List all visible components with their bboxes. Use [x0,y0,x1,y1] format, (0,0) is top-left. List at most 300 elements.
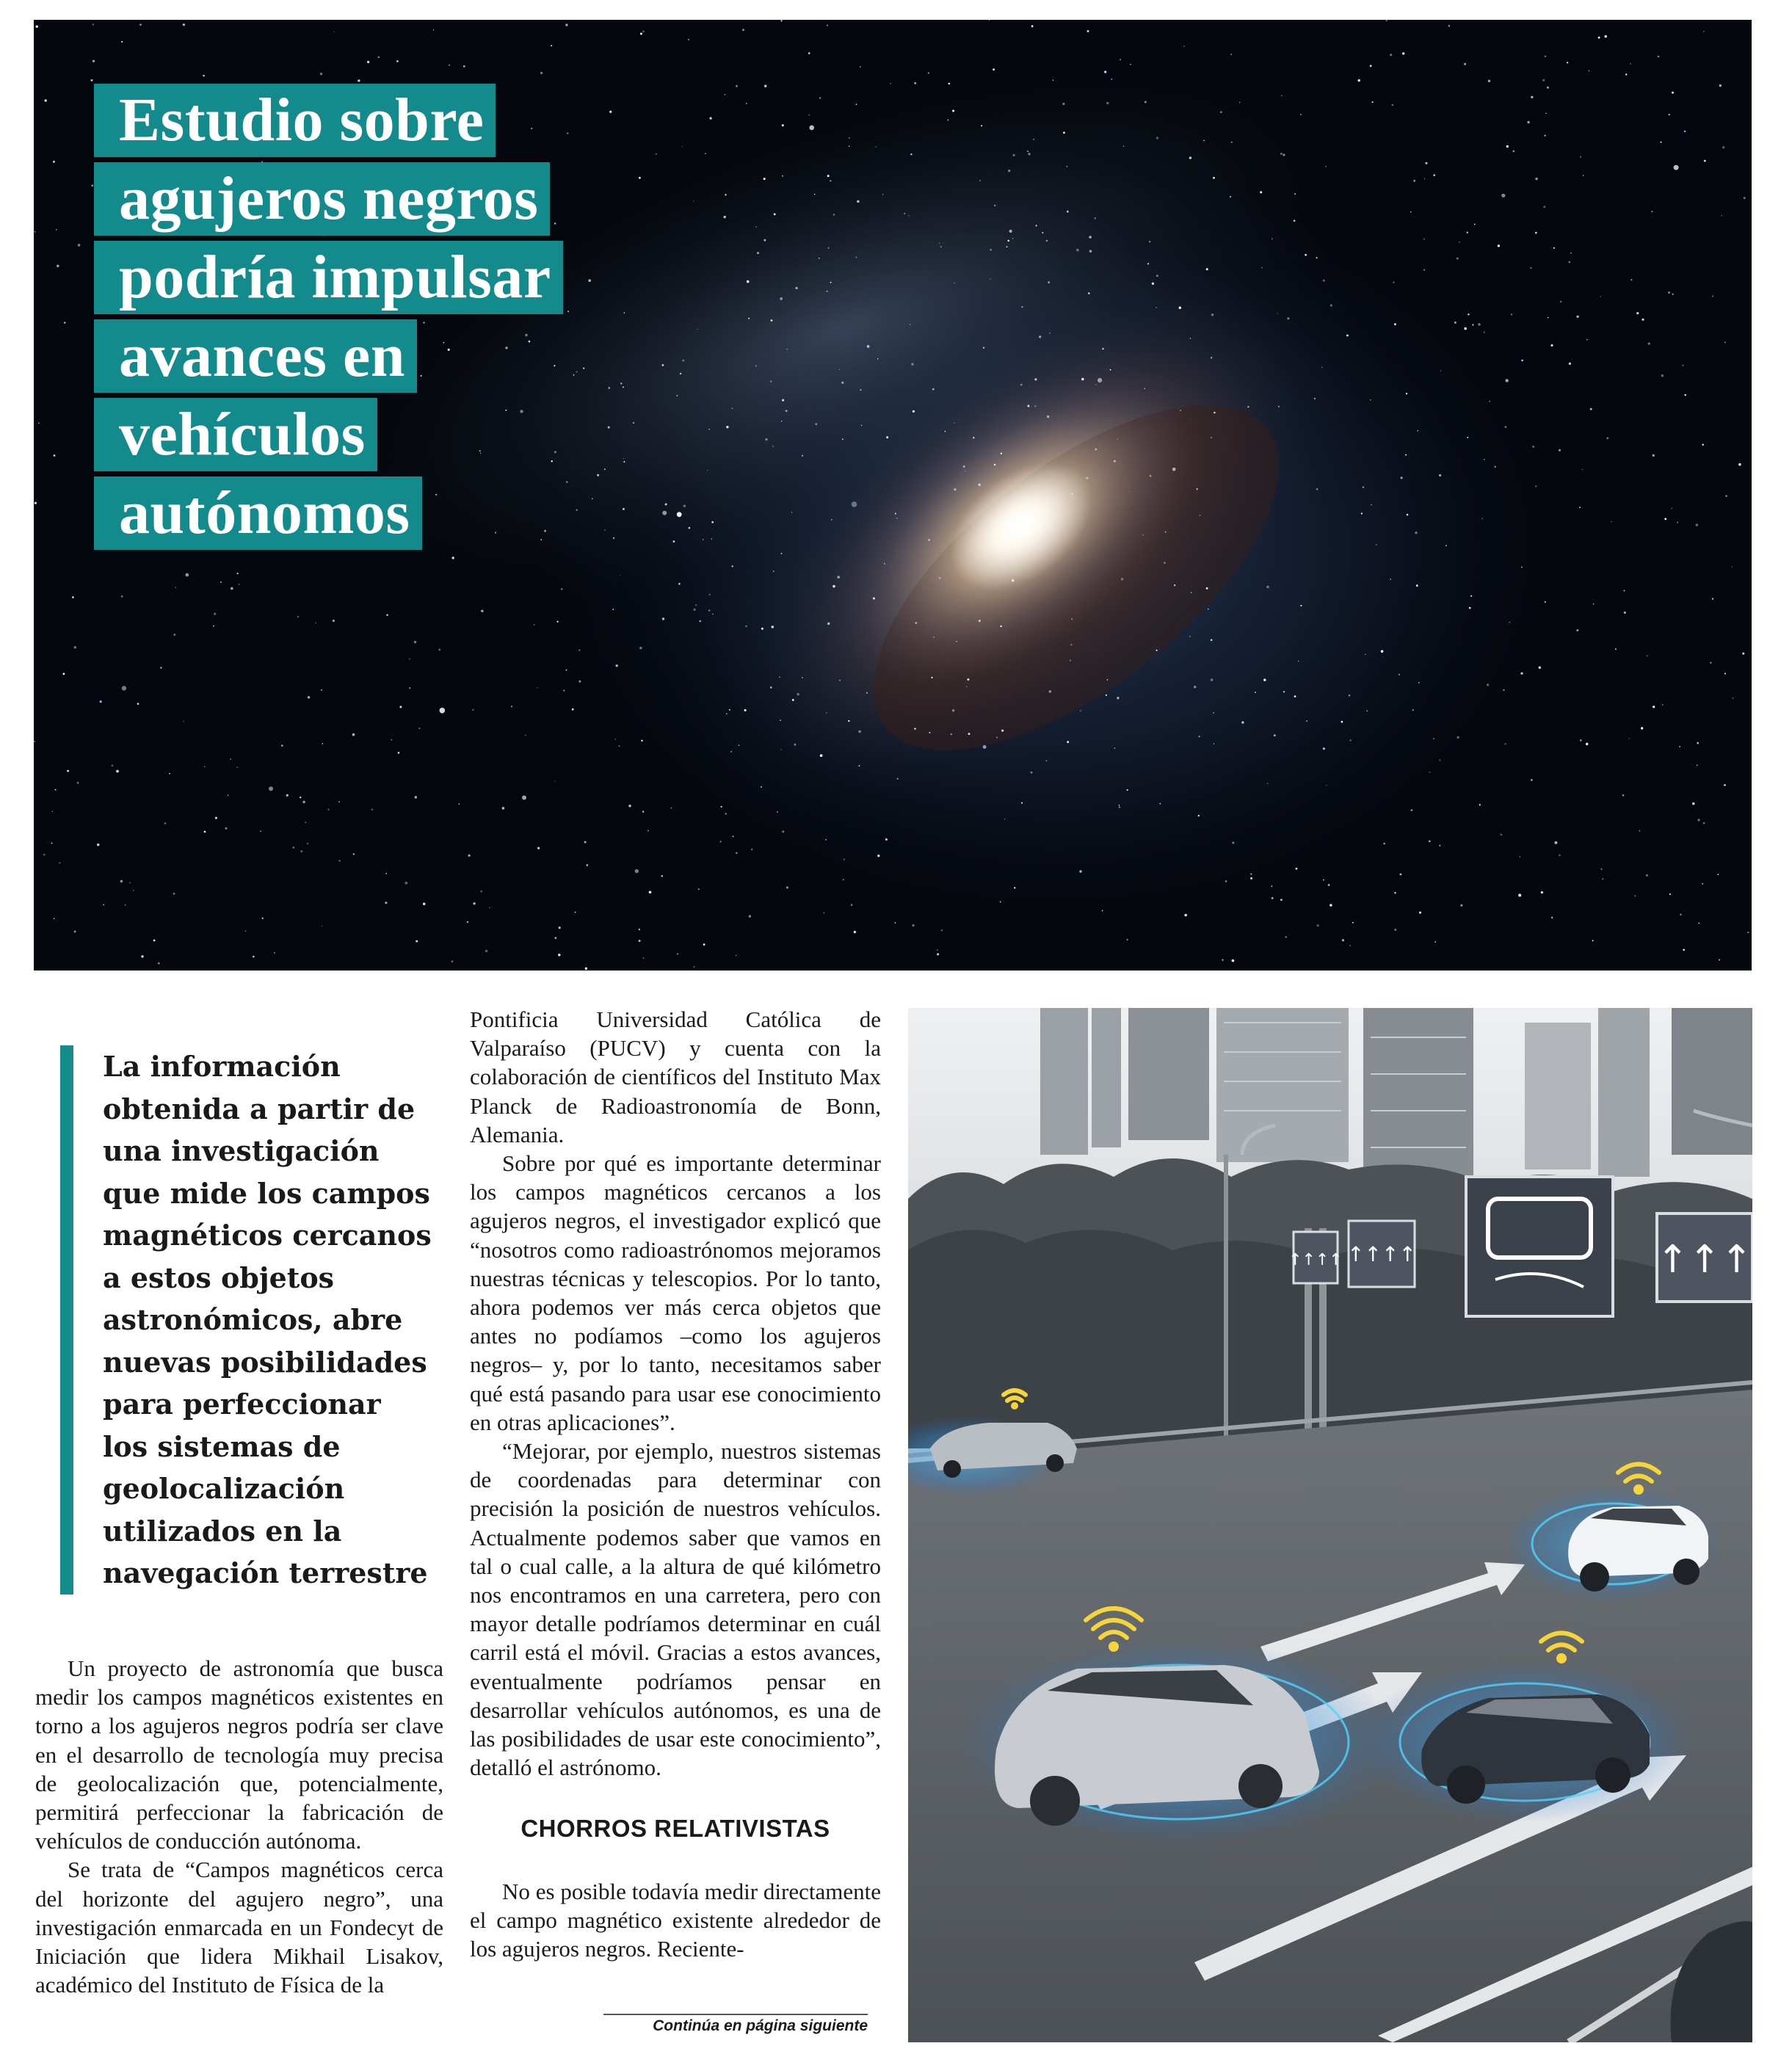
star [604,529,605,530]
star [780,719,781,721]
star [1272,897,1274,899]
star [585,968,587,970]
star [699,620,701,623]
star [1454,322,1457,324]
star [781,553,783,554]
body-paragraph: Pontificia Universidad Católica de Valparaíso (PUCV) y cuenta con la colaboración de científicos del Instituto Max Planck de Radioastronomía de Bonn, Alemania. [470,1006,881,1147]
star [1145,101,1147,104]
star [929,732,930,733]
star [1156,650,1158,651]
star [1580,156,1581,158]
star [726,714,728,715]
star [472,709,474,711]
star [260,831,261,832]
star [1031,25,1034,27]
star [1255,692,1256,693]
star [537,847,540,849]
star [1719,84,1722,87]
star [786,887,788,889]
star [681,146,682,147]
star [639,929,640,930]
star [844,859,845,860]
star [91,79,93,81]
star [1028,153,1030,155]
star [828,247,830,249]
star [292,846,294,849]
star [1393,282,1394,283]
star [1622,794,1625,797]
star [1543,206,1545,208]
star [1152,283,1154,285]
star [1006,246,1008,247]
star [1150,475,1152,477]
headline-line: Estudio sobre [94,84,496,157]
star [1231,142,1233,143]
star [956,641,957,642]
star [139,23,142,26]
star [910,153,912,155]
star [559,926,561,929]
star [1352,922,1354,924]
star [183,23,185,26]
star [1440,760,1441,761]
star [1033,139,1034,140]
star [1156,137,1158,139]
star [786,349,788,350]
star [141,955,143,957]
star [1569,261,1570,263]
star [1411,809,1412,810]
star [1417,430,1418,432]
star [1641,727,1643,729]
star [1495,466,1496,468]
star [1642,319,1644,321]
star [914,728,915,730]
star [1424,178,1425,179]
star [1007,240,1009,242]
star [52,811,53,812]
star [597,474,599,476]
star [1429,772,1431,773]
star [1703,31,1704,32]
star [1191,592,1192,594]
star [1570,253,1572,254]
star [913,410,915,413]
star [1053,80,1054,81]
star [1296,868,1298,870]
star [830,180,831,181]
star [908,215,909,216]
star [1582,469,1583,470]
star [576,371,578,373]
star [1121,578,1123,580]
star [885,838,888,841]
body-paragraph: “Mejorar, por ejemplo, nuestros sistemas de coordenadas para determinar con precisión la posición de nuestros vehículos. Actualmente podemos saber que vamos en tal o cual calle, a la altura de qué kilómetro nos encontramos en una carretera, pero con mayor detalle podríamos determinar en cuál carril está el móvil. Gracias a estos avances, eventualmente podríamos pensar en desarrollar vehículos autónomos, es una de las posibilidades de usar este conocimiento”, detalló el astrónomo. [470,1438,881,1781]
star [860,66,861,68]
star [1370,65,1372,67]
star [1630,279,1632,280]
star [1317,924,1319,926]
star [1070,660,1071,661]
star [43,854,46,856]
star [1724,342,1726,344]
star [662,617,664,620]
pull-quote-line: a estos objetos [103,1260,335,1294]
star [1535,232,1537,234]
star [308,696,310,698]
star [160,667,162,669]
star [1239,102,1241,104]
star [1605,35,1607,37]
star [1130,64,1131,65]
star [485,950,487,952]
star [1467,437,1468,438]
star [1000,625,1001,627]
star [931,677,932,678]
star [1367,710,1368,711]
star [628,805,631,807]
star [1184,914,1187,917]
star [761,628,763,630]
star [262,918,264,919]
star [1418,682,1420,683]
star [463,65,465,68]
star [1479,804,1481,805]
star [1042,232,1043,233]
star [719,841,722,843]
star [1501,834,1503,836]
star [1532,446,1534,448]
star [1653,705,1655,708]
star [996,736,998,738]
star [827,175,830,177]
star [1674,165,1679,170]
star [739,745,740,747]
star [736,852,737,854]
star [333,620,335,622]
star [174,634,176,636]
star [1123,145,1125,147]
star [367,61,369,63]
star [990,249,992,251]
star [1410,211,1411,212]
pull-quote-line: para perfeccionar [103,1387,381,1421]
star [1697,742,1699,744]
star [1087,30,1089,32]
star [849,137,850,139]
star [72,596,74,598]
pull-quote-line: navegación terrestre [103,1556,428,1589]
star [755,366,757,367]
star [237,573,239,574]
star [841,382,844,384]
star [51,843,53,844]
star [587,864,589,866]
star [1323,280,1325,282]
star [1046,760,1048,761]
star [1553,247,1555,249]
star [1593,603,1595,605]
star [825,839,827,841]
body-paragraph: No es posible todavía medir directamente el campo magnético existente alrededor de los agujeros negros. Reciente- [470,1878,881,1962]
star [952,110,954,112]
star [578,681,581,683]
star [1464,63,1466,65]
star [1247,406,1249,407]
star [830,282,832,283]
star [797,693,799,695]
star [711,538,712,539]
star [725,194,727,196]
star [1214,412,1215,413]
star [782,830,784,832]
star [963,465,965,468]
star [35,502,37,504]
star [1129,491,1130,492]
star [677,512,682,517]
star [623,461,625,462]
star [92,60,95,62]
star [1211,437,1212,438]
star [1211,639,1213,642]
star [405,882,408,885]
star [398,752,400,754]
star [57,265,59,268]
star [1412,709,1414,711]
star [697,329,698,330]
star [1088,292,1090,294]
star [1472,324,1473,325]
star [642,810,644,812]
star [300,797,301,798]
star [1710,662,1711,664]
star [92,23,94,25]
pull-quote-line: astronómicos, abre [103,1303,403,1336]
star [623,508,625,510]
star [59,862,60,863]
star [371,809,374,811]
star [1602,878,1603,879]
star [1742,653,1744,655]
star [1067,741,1069,743]
star [1000,901,1001,903]
star [321,689,322,691]
star [1702,444,1704,446]
star [1394,929,1396,931]
star [1127,789,1128,791]
star [780,297,783,300]
star [615,739,617,740]
star [1102,910,1103,912]
star [802,677,803,678]
svg-text:↑↑↑↑: ↑↑↑↑ [1347,1242,1416,1266]
star [780,20,782,21]
star [1164,562,1166,564]
star [725,94,726,95]
star [1506,145,1509,148]
star [671,808,672,809]
star [1567,62,1568,63]
star [633,422,634,424]
svg-text:↑↑↑: ↑↑↑ [1656,1238,1752,1282]
star [1400,874,1402,876]
star [1172,468,1176,471]
star [1579,507,1581,508]
star [1341,721,1343,723]
star [572,708,574,711]
star [1470,595,1472,597]
star [129,882,131,884]
star [710,117,712,120]
star [1521,567,1523,568]
star [214,613,216,615]
star [1390,54,1392,56]
star [940,246,942,247]
star [851,904,852,906]
star [749,915,751,918]
star [1326,785,1327,786]
star [1683,365,1684,366]
star [765,438,767,440]
star [1386,20,1387,21]
star [231,587,233,590]
star [556,621,558,623]
star [237,767,238,768]
star [1045,502,1047,504]
star [1647,655,1648,656]
star [1484,332,1485,333]
star [1271,885,1272,887]
star [1117,697,1119,699]
star [1559,449,1561,451]
star [253,956,255,958]
star [1086,477,1088,479]
star [771,319,773,322]
star [939,577,941,579]
star [1527,121,1529,123]
star [1457,736,1459,739]
star [639,647,642,649]
star [649,891,652,894]
star [551,45,552,46]
star [1220,111,1222,113]
star [954,488,956,490]
star [809,126,814,131]
star [656,153,657,155]
star [823,913,824,914]
star [979,484,981,486]
star [122,686,126,690]
star [433,29,434,30]
star [1076,249,1079,252]
body-column-2 [470,1005,881,1963]
star [1653,454,1655,457]
star [895,513,896,515]
star [764,84,767,87]
star [245,930,247,932]
star [565,23,567,26]
star [1031,772,1033,774]
star [1511,313,1512,315]
star [1468,313,1470,316]
star [1440,370,1441,371]
star [945,431,946,432]
star [1287,317,1289,319]
star [1014,887,1015,888]
star [55,789,57,791]
star [1114,748,1116,750]
star [1274,734,1276,736]
star [74,646,77,649]
star [1159,803,1161,805]
star [1049,690,1051,692]
star [1342,939,1344,941]
star [1013,154,1015,156]
star [1316,488,1318,490]
star [839,680,841,681]
star [573,374,575,376]
star [882,194,883,195]
star [1413,180,1415,182]
star [1668,291,1670,294]
star [1142,534,1144,536]
star [808,115,810,116]
star [125,904,126,906]
star [567,132,569,134]
star [751,849,752,850]
star [1434,941,1436,943]
star [983,745,987,749]
star [1372,101,1374,103]
star [1067,211,1069,213]
star [1498,244,1500,247]
star [307,843,308,844]
star [939,243,940,244]
continuation-rule [603,2014,868,2015]
star [951,733,952,735]
star [877,855,879,857]
star [297,616,299,617]
star [745,625,747,627]
star [857,200,859,203]
star [554,937,556,939]
star [1063,131,1065,134]
star [1481,518,1482,519]
star [1646,874,1648,877]
star [1280,899,1283,901]
star [815,423,817,425]
star [712,614,714,615]
star [683,505,686,507]
star [537,687,538,688]
star [877,358,878,359]
star [910,324,911,325]
star [1703,822,1705,824]
star [820,754,823,757]
star [468,855,471,857]
star [772,446,774,447]
star [1541,891,1543,893]
star [1376,544,1377,545]
star [438,649,440,651]
star [1744,197,1746,199]
star [639,177,641,179]
star [1569,363,1571,365]
star [1127,939,1128,940]
pull-quote [60,1045,470,1595]
star [618,745,620,747]
star [860,389,861,391]
